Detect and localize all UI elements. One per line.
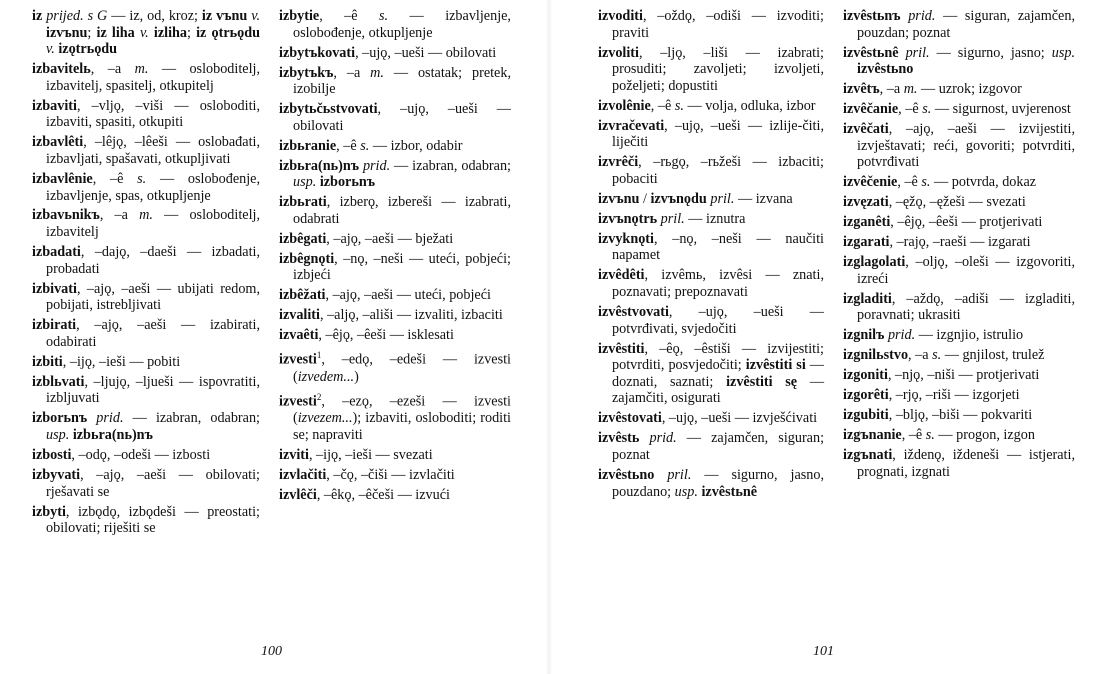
definition-text: , –ęžǫ, –ęžeši — svezati (888, 194, 1026, 211)
dictionary-entry (598, 191, 824, 208)
grammar-label: m. (139, 207, 153, 224)
headword: izbьra(nь)nъ (69, 426, 153, 443)
dictionary-entry (279, 231, 511, 248)
headword: izviti (279, 446, 309, 463)
definition-text: , –aždǫ, –adiši — izgladiti, poravnati; ukrasiti (857, 290, 1075, 324)
definition-text: , –êǫ, –êstiši — izvijestiti; potvrditi, posvjedočiti; (612, 340, 824, 374)
dictionary-entry (32, 8, 260, 58)
dictionary-entry (598, 98, 824, 115)
definition-text: — sigurnost, uvjerenost (931, 101, 1071, 118)
definition-text: , –čǫ, –čiši — izvlačiti (326, 466, 455, 483)
dictionary-entry (843, 447, 1075, 480)
grammar-label: prid. (359, 157, 391, 174)
definition-text: , izvêmь, izvêsi — znati, poznavati; prepoznavati (612, 267, 824, 301)
definition-text: , –bljǫ, –biši — pokvariti (888, 407, 1033, 424)
left-page (0, 8, 549, 668)
dictionary-entry (32, 317, 260, 350)
grammar-label: s. (925, 427, 935, 444)
homonym-index: 2 (316, 391, 322, 402)
headword: izvaliti (279, 307, 320, 324)
headword: izgubiti (843, 407, 889, 424)
grammar-label: v. (247, 8, 261, 24)
definition-text: , –nǫ, –neši — naučiti napamet (612, 230, 824, 264)
dictionary-entry (843, 81, 1075, 98)
definition-text: — izabran, odabran; (390, 157, 511, 174)
definition-text: , –odǫ, –odeši — izbosti (71, 446, 211, 463)
dictionary-entry (32, 354, 260, 371)
definition-text: , –ajǫ, –aeši — bježati (326, 230, 454, 247)
definition-text: , –ê (336, 137, 361, 154)
grammar-label: pril. (706, 190, 735, 207)
definition-text: — izabran, odabran; (123, 410, 260, 427)
headword: izbêgati (279, 230, 327, 247)
definition-text: — osloboditelj, izbavitelj, spasitelj, otkupitelj (46, 61, 260, 94)
dictionary-entry (843, 387, 1075, 404)
definition-text: , –ujǫ, –ueši — izvješćivati (661, 410, 818, 427)
dictionary-entry (843, 121, 1075, 171)
definition-text: , –ezǫ, –ezeši — izvesti ( (293, 393, 511, 427)
grammar-label: pril. (654, 466, 692, 483)
headword: izbytъkъ (279, 64, 334, 81)
definition-text: — siguran, zajamčen, pouzdan; poznat (857, 8, 1075, 41)
definition-text: ); izbaviti, osloboditi; roditi se; napraviti (293, 410, 511, 443)
definition-text: , –a (333, 64, 371, 81)
dictionary-entry (598, 154, 824, 187)
dictionary-entry (598, 45, 824, 95)
dictionary-entry (843, 407, 1075, 424)
grammar-label: usp. (1051, 44, 1075, 61)
dictionary-entry (279, 327, 511, 344)
definition-text: — iznutra (684, 210, 746, 227)
headword: izgladiti (843, 290, 892, 307)
headword: izgъnati (843, 447, 893, 464)
definition-text: , –ê (897, 174, 922, 191)
definition-text: , –nǫ, –neši — uteći, pobjeći; izbjeći (293, 250, 511, 284)
definition-text: ; (187, 24, 191, 41)
definition-text: — izbavljenje, oslobođenje, otkupljenje (293, 8, 511, 41)
headword: izvêstiti sę (726, 373, 798, 390)
grammar-label: prid. (900, 8, 936, 24)
definition-text: , –rьgǫ, –rьžeši — izbaciti; pobaciti (612, 154, 824, 187)
dictionary-entry (32, 61, 260, 94)
definition-text: , –a (908, 347, 933, 364)
headword: izvêstьnъ (843, 8, 901, 24)
definition-text: , –ê (92, 170, 138, 187)
definition-text: — potvrda, dokaz (930, 174, 1037, 191)
definition-text: — izvana (734, 190, 793, 207)
grammar-label: usp. (674, 483, 698, 500)
dictionary-entry (32, 171, 260, 204)
headword: izliha (148, 24, 187, 41)
dictionary-entry (598, 341, 824, 407)
headword: izbьrati (279, 194, 327, 211)
dictionary-entry (279, 287, 511, 304)
definition-text: , –ljǫ, –liši — izabrati; prosuditi; zavoljeti; izvoljeti, poželjeti; dopustiti (612, 44, 824, 94)
dictionary-entry (598, 118, 824, 151)
headword: izvêdêti (598, 267, 645, 284)
definition-text: — volja, odluka, izbor (683, 97, 816, 114)
grammar-label: s. (674, 97, 684, 114)
headword: izvêstьnê (843, 44, 899, 61)
definition-text: — gnjilost, trulež (941, 347, 1045, 364)
dictionary-entry (598, 8, 824, 41)
definition-text: , –ajǫ, –aeši — obilovati; rješavati se (46, 466, 260, 500)
dictionary-entry (279, 194, 511, 227)
headword: izblьvati (32, 373, 85, 390)
definition-text: , –a (90, 61, 135, 78)
headword: izbavitelь (32, 61, 91, 78)
definition-text: , –ajǫ, –aeši — ubijati redom, pobijati, istrebljivati (46, 280, 260, 314)
headword: izborьnъ (316, 174, 375, 191)
grammar-label: m. (134, 61, 149, 78)
dictionary-entry (32, 410, 260, 443)
dictionary-entry (598, 410, 824, 427)
headword: izgarati (843, 234, 890, 251)
headword: izvêstvovati (598, 304, 669, 321)
headword: izbьra(nь)nъ (279, 157, 360, 174)
definition-text: , –ijǫ, –ieši — svezati (308, 446, 433, 463)
headword: izvъnǫdu (650, 190, 707, 207)
definition-text: — sigurno, jasno; (929, 44, 1052, 61)
definition-text: — doznati, saznati; (612, 357, 824, 390)
grammar-label: m. (370, 64, 384, 81)
grammar-label: m. (903, 81, 918, 98)
headword: izgoniti (843, 367, 888, 384)
definition-text: , –ajǫ, –aeši — izvijestiti, izvještavati; reći, govoriti; potvrditi, potvrđivati (857, 121, 1075, 171)
headword: izvyknǫti (598, 230, 654, 247)
definition-text: / (639, 190, 651, 207)
headword: izbavьnikъ (32, 207, 100, 224)
left-page-column-2 (279, 8, 511, 507)
dictionary-entry (843, 347, 1075, 364)
headword: izvêstьnê (697, 483, 758, 500)
headword: izbavlêti (32, 134, 84, 151)
definition-text: , –ijǫ, –ieši — pobiti (62, 353, 181, 370)
definition-text: — izbor, odabir (369, 137, 463, 154)
headword: izbirati (32, 317, 77, 334)
definition-text: , –ujǫ, –ueši — potvrđivati, svjedočiti (612, 304, 824, 337)
headword: izvêstiti si (745, 357, 806, 374)
headword: izganêti (843, 214, 891, 231)
definition-text: , –êkǫ, –êčeši — izvući (316, 486, 450, 503)
headword: izbytъkovati (279, 44, 356, 61)
left-page-column-1 (32, 8, 260, 540)
headword: iz vъnu (201, 8, 248, 24)
headword: izvêčati (843, 121, 889, 138)
headword: izvlačiti (279, 466, 327, 483)
dictionary-entry (843, 291, 1075, 324)
headword: iz (32, 8, 47, 24)
headword: izgъnanie (843, 427, 902, 444)
dictionary-entry (279, 138, 511, 155)
grammar-label: v. (46, 41, 55, 58)
dictionary-entry (279, 45, 511, 62)
definition-text: ) (354, 368, 359, 385)
definition-text: — oslobođenje, izbavljenje, spas, otkupljenje (46, 170, 260, 204)
headword: izgnilъ (843, 327, 885, 344)
headword: izbêgnǫti (279, 250, 335, 267)
headword: izbiti (32, 353, 63, 370)
definition-text: — iz, od, kroz; (107, 8, 202, 24)
definition-text: , izbǫdǫ, izbǫdeši — preostati; obilovati; riješiti se (46, 503, 260, 537)
definition-text: , –ujǫ, –ueši — obilovati (293, 101, 511, 134)
dictionary-entry (843, 427, 1075, 444)
dictionary-entry (279, 447, 511, 464)
dictionary-entry (32, 98, 260, 131)
grammar-label: pril. (898, 44, 930, 61)
headword: iz liha (91, 24, 135, 41)
headword: izvesti (279, 352, 317, 369)
headword: izvêtъ (843, 81, 880, 98)
headword: izvъnu (46, 24, 88, 41)
headword: izvaêti (279, 327, 319, 344)
headword: izbadati (32, 244, 81, 261)
definition-text: , –rajǫ, –raeši — izgarati (889, 234, 1031, 251)
dictionary-entry (843, 45, 1075, 78)
grammar-label: prijed. s G (46, 8, 108, 24)
dictionary-entry (279, 251, 511, 284)
dictionary-entry (279, 307, 511, 324)
headword: izvêstь (598, 430, 640, 447)
grammar-label: s. (137, 170, 147, 187)
homonym-index: 1 (316, 350, 322, 361)
dictionary-entry (279, 467, 511, 484)
headword: izvrêči (598, 154, 639, 171)
dictionary-entry (598, 304, 824, 337)
dictionary-entry (32, 467, 260, 500)
definition-text: , –dajǫ, –daeši — izbadati, probadati (46, 244, 260, 277)
dictionary-entry (32, 281, 260, 314)
dictionary-entry (598, 231, 824, 264)
dictionary-entry (32, 244, 260, 277)
headword: izbêžati (279, 287, 326, 304)
dictionary-entry (598, 267, 824, 300)
dictionary-entry (32, 504, 260, 537)
grammar-label: prid. (884, 327, 916, 344)
dictionary-entry (843, 327, 1075, 344)
dictionary-entry (843, 254, 1075, 287)
headword: izbaviti (32, 97, 77, 114)
right-page-column-2 (843, 8, 1075, 484)
grammar-label: prid. (87, 410, 124, 427)
definition-text: , –aljǫ, –ališi — izvaliti, izbaciti (319, 307, 503, 324)
definition-text: — ostatak; pretek, izobilje (293, 64, 511, 98)
dictionary-entry (279, 158, 511, 191)
headword: izbyvati (32, 466, 81, 483)
headword: izvêčenie (843, 174, 898, 191)
grammar-label: s. (921, 174, 931, 191)
headword: izvęzati (843, 194, 889, 211)
headword: izvoditi (598, 8, 643, 24)
headword: izbosti (32, 446, 72, 463)
definition-text: , –rjǫ, –riši — izgorjeti (888, 387, 1020, 404)
headword: izbavlênie (32, 170, 93, 187)
dictionary-entry (32, 134, 260, 167)
headword: izgorêti (843, 387, 889, 404)
definition-text: ; (87, 24, 92, 41)
definition-text: , iždenǫ, iždeneši — istjerati, prognati, izgnati (857, 447, 1075, 480)
definition-text: — izgnjio, istrulio (915, 327, 1024, 344)
grammar-label: s. (360, 137, 370, 154)
headword: izbytьčьstvovati (279, 101, 378, 118)
grammar-label: pril. (657, 210, 685, 227)
definition-text: , –edǫ, –edeši — izvesti ( (293, 352, 511, 385)
dictionary-entry (32, 207, 260, 240)
grammar-label: izvedem... (297, 368, 355, 385)
page-number: 101 (813, 644, 834, 659)
headword: izvъnǫtrь (598, 210, 658, 227)
headword: izvesti (279, 393, 317, 410)
definition-text: , –êjǫ, –êeši — isklesati (318, 327, 454, 344)
definition-text: — zajamčen, siguran; poznat (612, 430, 825, 463)
dictionary-entry (598, 467, 824, 500)
headword: iz ǫtrьǫdu (190, 24, 261, 41)
dictionary-entry (598, 430, 824, 463)
definition-text: , izberǫ, izbereši — izabrati, odabrati (293, 194, 511, 227)
headword: izvêstiti (598, 340, 645, 357)
dictionary-entry (32, 374, 260, 407)
headword: izglagolati (843, 254, 906, 271)
definition-text: — progon, izgon (934, 427, 1035, 444)
grammar-label: prid. (639, 430, 677, 447)
definition-text: — osloboditelj, izbavitelj (46, 207, 260, 241)
headword: izbivati (32, 280, 77, 297)
definition-text: , –ajǫ, –aeši — izabirati, odabirati (46, 317, 260, 350)
dictionary-entry (279, 347, 511, 385)
headword: izvъnu (598, 190, 640, 207)
dictionary-entry (279, 389, 511, 444)
definition-text: , –ujǫ, –ueši — obilovati (355, 44, 497, 61)
dictionary-entry (843, 234, 1075, 251)
definition-text: , –vljǫ, –viši — osloboditi, izbaviti, spasiti, otkupiti (46, 97, 260, 131)
definition-text: , –ê (898, 101, 923, 118)
definition-text: , –njǫ, –niši — protjerivati (887, 367, 1040, 384)
definition-text: , –lêjǫ, –lêeši — oslobađati, izbavljati, spašavati, otkupljivati (46, 134, 260, 167)
dictionary-entry (32, 447, 260, 464)
dictionary-entry (279, 8, 511, 41)
definition-text: , –ujǫ, –ueši — izlije-čiti, liječiti (612, 117, 824, 151)
definition-text: , –ê (319, 8, 380, 24)
dictionary-entry (843, 174, 1075, 191)
headword: izgnilьstvo (843, 347, 909, 364)
dictionary-entry (279, 487, 511, 504)
grammar-label: v. (134, 24, 149, 41)
definition-text: , –ê (901, 427, 926, 444)
dictionary-entry (843, 8, 1075, 41)
grammar-label: usp. (293, 174, 317, 191)
grammar-label: s. (932, 347, 942, 364)
headword: izvêstьno (598, 466, 655, 483)
definition-text: , –êjǫ, –êeši — protjerivati (890, 214, 1043, 231)
grammar-label: s. (922, 101, 932, 118)
definition-text: , –oljǫ, –oleši — izgovoriti, izreći (857, 254, 1075, 287)
page-number: 100 (261, 644, 282, 659)
headword: izvêčanie (843, 101, 899, 118)
definition-text: , –ê (650, 97, 675, 114)
headword: izvolênie (598, 97, 651, 114)
grammar-label: izvezem... (297, 410, 353, 427)
definition-text: — zajamčiti, osigurati (612, 373, 825, 407)
dictionary-entry (843, 214, 1075, 231)
definition-text: , –a (879, 81, 904, 98)
dictionary-entry (598, 211, 824, 228)
definition-text: — sigurno, jasno, pouzdano; (612, 466, 825, 500)
definition-text: , –a (99, 207, 140, 224)
definition-text: , –oždǫ, –odiši — izvoditi; praviti (612, 8, 824, 41)
grammar-label: usp. (46, 426, 70, 443)
definition-text: , –ljujǫ, –ljueši — ispovratiti, izbljuvati (46, 373, 260, 407)
headword: izǫtrьǫdu (54, 41, 118, 58)
headword: izvêstovati (598, 410, 662, 427)
headword: izbyti (32, 503, 66, 520)
headword: izborьnъ (32, 410, 88, 427)
grammar-label: s. (379, 8, 389, 24)
definition-text: , –ajǫ, –aeši — uteći, pobjeći (325, 287, 491, 304)
dictionary-entry (843, 194, 1075, 211)
headword: izvračevati (598, 117, 665, 134)
right-page (549, 8, 1098, 668)
headword: izvlêči (279, 486, 317, 503)
dictionary-entry (843, 367, 1075, 384)
headword: izvêstьno (857, 61, 914, 78)
headword: izbytie (279, 8, 320, 24)
right-page-column-1 (598, 8, 824, 504)
dictionary-entry (279, 101, 511, 134)
dictionary-entry (279, 65, 511, 98)
headword: izvoliti (598, 44, 639, 61)
dictionary-entry (843, 101, 1075, 118)
definition-text: — uzrok; izgovor (917, 81, 1022, 98)
headword: izbьranie (279, 137, 337, 154)
